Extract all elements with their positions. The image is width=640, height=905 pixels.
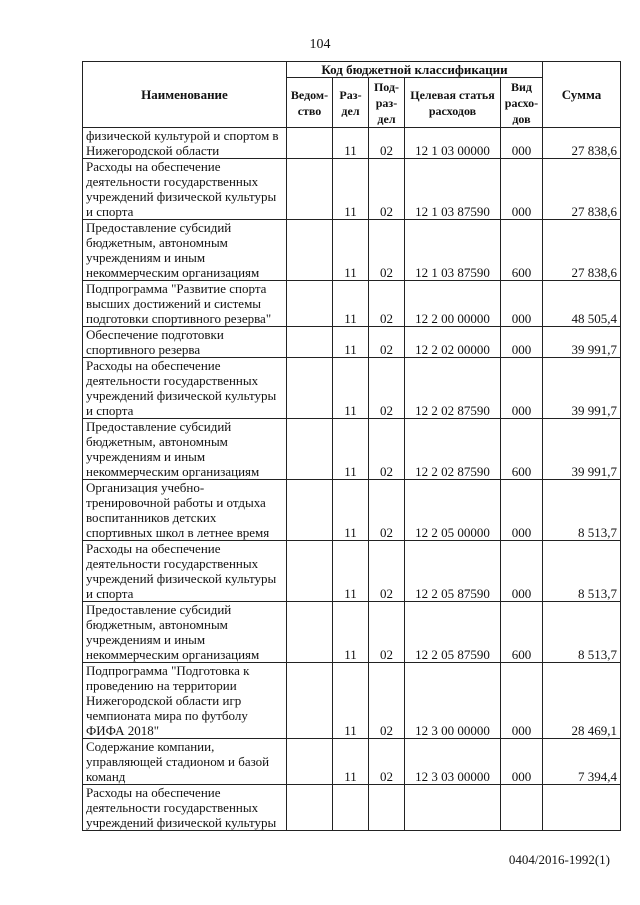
row-subsection-cell: 02 <box>369 541 405 602</box>
row-target-item-cell: 12 2 02 87590 <box>405 358 501 419</box>
row-department-cell <box>287 739 333 785</box>
row-target-item-cell: 12 2 05 87590 <box>405 541 501 602</box>
row-department-cell <box>287 128 333 159</box>
row-name-cell: Расходы на обеспечение деятельности государственных учреждений физической культуры и спорта <box>83 358 287 419</box>
row-expense-type-cell: 000 <box>501 159 543 220</box>
row-name-cell: Предоставление субсидий бюджетным, автономным учреждениям и иным некоммерческим организациям <box>83 220 287 281</box>
row-name-cell: Организация учебно-тренировочной работы и отдыха воспитанников детских спортивных школ в летнее время <box>83 480 287 541</box>
table-row <box>83 739 621 785</box>
row-expense-type-cell: 000 <box>501 663 543 739</box>
row-target-item-cell: 12 3 03 00000 <box>405 739 501 785</box>
row-department-cell <box>287 220 333 281</box>
row-target-item-cell: 12 3 00 00000 <box>405 663 501 739</box>
row-department-cell <box>287 663 333 739</box>
header-target-item: Целевая статья расходов <box>405 78 501 128</box>
row-expense-type-cell: 000 <box>501 281 543 327</box>
row-section-cell: 11 <box>333 419 369 480</box>
row-section-cell: 11 <box>333 602 369 663</box>
table-row <box>83 785 621 831</box>
row-sum-cell: 27 838,6 <box>543 220 621 281</box>
row-target-item-cell: 12 1 03 00000 <box>405 128 501 159</box>
row-name-cell: Подпрограмма "Развитие спорта высших достижений и системы подготовки спортивного резерва" <box>83 281 287 327</box>
row-subsection-cell: 02 <box>369 602 405 663</box>
header-section: Раз-дел <box>333 78 369 128</box>
row-target-item-cell: 12 1 03 87590 <box>405 159 501 220</box>
header-name: Наименование <box>83 62 287 128</box>
row-expense-type-cell: 000 <box>501 358 543 419</box>
row-name-cell: Содержание компании, управляющей стадионом и базой команд <box>83 739 287 785</box>
row-sum-cell: 48 505,4 <box>543 281 621 327</box>
row-target-item-cell: 12 2 05 00000 <box>405 480 501 541</box>
row-department-cell <box>287 358 333 419</box>
table-row <box>83 480 621 541</box>
table-row <box>83 419 621 480</box>
row-section-cell: 11 <box>333 358 369 419</box>
row-expense-type-cell: 000 <box>501 128 543 159</box>
row-subsection-cell: 02 <box>369 480 405 541</box>
row-department-cell <box>287 159 333 220</box>
row-expense-type-cell: 600 <box>501 220 543 281</box>
row-subsection-cell: 02 <box>369 739 405 785</box>
row-subsection-cell: 02 <box>369 128 405 159</box>
row-department-cell <box>287 327 333 358</box>
row-name-cell: Обеспечение подготовки спортивного резерва <box>83 327 287 358</box>
header-expense-type: Вид расхо-дов <box>501 78 543 128</box>
row-expense-type-cell: 600 <box>501 419 543 480</box>
row-sum-cell: 8 513,7 <box>543 602 621 663</box>
row-name-cell: Подпрограмма "Подготовка к проведению на территории Нижегородской области игр чемпионата мира по футболу ФИФА 2018" <box>83 663 287 739</box>
row-section-cell: 11 <box>333 327 369 358</box>
row-subsection-cell: 02 <box>369 419 405 480</box>
row-target-item-cell: 12 2 02 00000 <box>405 327 501 358</box>
row-expense-type-cell: 000 <box>501 327 543 358</box>
table-row <box>83 159 621 220</box>
row-name-cell: Предоставление субсидий бюджетным, автономным учреждениям и иным некоммерческим организациям <box>83 419 287 480</box>
row-name-cell: Предоставление субсидий бюджетным, автономным учреждениям и иным некоммерческим организациям <box>83 602 287 663</box>
row-sum-cell: 8 513,7 <box>543 541 621 602</box>
row-sum-cell: 39 991,7 <box>543 327 621 358</box>
row-department-cell <box>287 419 333 480</box>
row-sum-cell: 8 513,7 <box>543 480 621 541</box>
row-sum-cell <box>543 785 621 831</box>
header-subsection: Под-раз-дел <box>369 78 405 128</box>
row-name-cell: Расходы на обеспечение деятельности государственных учреждений физической культуры и спорта <box>83 159 287 220</box>
row-target-item-cell: 12 2 05 87590 <box>405 602 501 663</box>
row-subsection-cell: 02 <box>369 327 405 358</box>
table-row <box>83 663 621 739</box>
row-target-item-cell: 12 1 03 87590 <box>405 220 501 281</box>
row-section-cell: 11 <box>333 663 369 739</box>
page-number: 104 <box>309 37 331 52</box>
row-section-cell: 11 <box>333 480 369 541</box>
row-section-cell: 11 <box>333 739 369 785</box>
row-name-cell: Расходы на обеспечение деятельности государственных учреждений физической культуры и спорта <box>83 541 287 602</box>
header-sum: Сумма <box>543 62 621 128</box>
row-section-cell <box>333 785 369 831</box>
row-section-cell: 11 <box>333 541 369 602</box>
row-expense-type-cell: 000 <box>501 480 543 541</box>
row-section-cell: 11 <box>333 128 369 159</box>
header-department: Ведом-ство <box>287 78 333 128</box>
row-name-cell: Расходы на обеспечение деятельности государственных учреждений физической культуры <box>83 785 287 831</box>
table-row <box>83 281 621 327</box>
row-section-cell: 11 <box>333 159 369 220</box>
table-row <box>83 220 621 281</box>
row-section-cell: 11 <box>333 281 369 327</box>
document-code: 0404/2016-1992(1) <box>508 852 610 867</box>
row-subsection-cell: 02 <box>369 220 405 281</box>
row-department-cell <box>287 785 333 831</box>
table-row <box>83 358 621 419</box>
row-expense-type-cell: 000 <box>501 541 543 602</box>
budget-table <box>82 61 621 831</box>
row-subsection-cell <box>369 785 405 831</box>
header-classification-code: Код бюджетной классификации <box>287 62 543 78</box>
row-sum-cell: 27 838,6 <box>543 159 621 220</box>
table-row <box>83 327 621 358</box>
row-subsection-cell: 02 <box>369 358 405 419</box>
row-name-cell: физической культурой и спортом в Нижегородской области <box>83 128 287 159</box>
row-subsection-cell: 02 <box>369 663 405 739</box>
row-expense-type-cell: 000 <box>501 739 543 785</box>
row-sum-cell: 28 469,1 <box>543 663 621 739</box>
table-row <box>83 541 621 602</box>
row-department-cell <box>287 541 333 602</box>
row-department-cell <box>287 480 333 541</box>
row-sum-cell: 39 991,7 <box>543 358 621 419</box>
row-sum-cell: 39 991,7 <box>543 419 621 480</box>
row-sum-cell: 7 394,4 <box>543 739 621 785</box>
table-row <box>83 602 621 663</box>
row-section-cell: 11 <box>333 220 369 281</box>
row-sum-cell: 27 838,6 <box>543 128 621 159</box>
row-department-cell <box>287 281 333 327</box>
row-department-cell <box>287 602 333 663</box>
row-target-item-cell <box>405 785 501 831</box>
table-row <box>83 128 621 159</box>
row-subsection-cell: 02 <box>369 159 405 220</box>
row-target-item-cell: 12 2 02 87590 <box>405 419 501 480</box>
row-expense-type-cell <box>501 785 543 831</box>
row-subsection-cell: 02 <box>369 281 405 327</box>
row-expense-type-cell: 600 <box>501 602 543 663</box>
row-target-item-cell: 12 2 00 00000 <box>405 281 501 327</box>
